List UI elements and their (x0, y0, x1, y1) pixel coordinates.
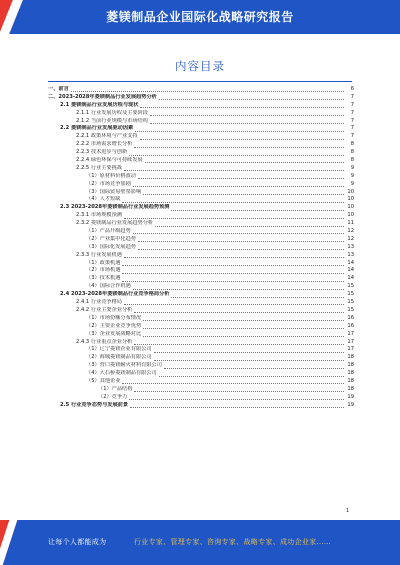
toc-entry-label: 2.1.1 行业发展历程及主要阶段 (48, 110, 149, 118)
toc-entry[interactable] (48, 228, 354, 236)
toc-leader-dots (159, 95, 344, 100)
toc-entry-label: 2.3.1 市场规模预测 (48, 212, 123, 220)
toc-entry-page: 10 (345, 189, 354, 197)
toc-entry[interactable] (48, 275, 354, 283)
toc-entry-page: 18 (345, 370, 354, 378)
toc-leader-dots (129, 395, 344, 400)
toc-entry[interactable] (48, 267, 354, 275)
toc-entry-label: （1）政策机遇 (48, 260, 121, 268)
toc-leader-dots (154, 356, 344, 361)
toc-entry[interactable] (48, 394, 354, 402)
toc-entry[interactable] (48, 181, 354, 189)
toc-entry[interactable] (48, 378, 354, 386)
toc-entry-page: 15 (345, 299, 354, 307)
toc-leader-dots (122, 261, 344, 266)
toc-entry[interactable] (48, 283, 354, 291)
toc-entry[interactable] (48, 236, 354, 244)
toc-entry-label: （1）市场份额分布情况 (48, 315, 142, 323)
toc-entry[interactable] (48, 204, 354, 212)
toc-entry-page: 8 (345, 149, 354, 157)
toc-entry-page: 7 (345, 118, 354, 126)
toc-entry[interactable] (48, 118, 354, 126)
toc-leader-dots (133, 182, 344, 187)
toc-entry-page: 19 (345, 394, 354, 402)
toc-entry-label: 2.4.2 行业主要企业分析 (48, 307, 133, 315)
toc-entry-page: 14 (345, 260, 354, 268)
toc-entry[interactable] (48, 331, 354, 339)
toc-entry-label: 2.2.5 行业主要挑战 (48, 165, 123, 173)
toc-entry-page: 9 (345, 181, 354, 189)
toc-entry[interactable] (48, 354, 354, 362)
toc-entry-label: （3）营口菱镁耐火材料有限公司 (48, 362, 163, 370)
toc-entry-label: 2.4 2023-2028年菱镁制品行业竞争格局分析 (48, 291, 170, 299)
toc-entry-page: 7 (345, 125, 354, 133)
page-number: 1 (346, 508, 350, 514)
toc-entry-page: 8 (345, 141, 354, 149)
toc-entry-label: 2.2.2 市场需求增长分析 (48, 141, 133, 149)
toc-entry-label: （1）产品结构 (48, 386, 133, 394)
toc-leader-dots (135, 127, 344, 132)
toc-entry-label: （4）国际合作机遇 (48, 283, 132, 291)
toc-entry[interactable] (48, 86, 354, 94)
toc-leader-dots (140, 103, 344, 108)
footer-slogan: 让每个人都能成为 (48, 538, 107, 546)
toc-entry-label: （5）其他企业 (48, 378, 121, 386)
table-of-contents (48, 86, 354, 410)
toc-entry[interactable] (48, 299, 354, 307)
toc-entry-page: 17 (345, 346, 354, 354)
toc-leader-dots (133, 229, 344, 234)
toc-entry-label: 2.3.2 菱镁制品行业发展趋势分析 (48, 220, 154, 228)
report-header (0, 0, 400, 34)
toc-entry-label: （3）国际贸易壁垒影响 (48, 189, 142, 197)
toc-entry-page: 12 (345, 236, 354, 244)
toc-leader-dots (124, 300, 344, 305)
toc-entry[interactable] (48, 165, 354, 173)
toc-leader-dots (140, 135, 344, 140)
toc-entry-label: （3）企业发展战略对比 (48, 331, 142, 339)
toc-leader-dots (133, 285, 344, 290)
toc-entry[interactable] (48, 362, 354, 370)
toc-entry-page: 19 (345, 402, 354, 410)
toc-entry-label: 2.2 菱镁制品行业发展驱动因素 (48, 125, 134, 133)
toc-leader-dots (171, 293, 344, 298)
toc-entry-page: 10 (345, 204, 354, 212)
footer-roles: 行业专家、管理专家、咨询专家、战略专家、成功企业家…… (134, 538, 332, 546)
toc-entry-label: 2.4.3 行业重点企业分析 (48, 339, 133, 347)
toc-entry[interactable] (48, 346, 354, 354)
toc-leader-dots (145, 158, 344, 163)
toc-title: 内容目录 (175, 59, 225, 73)
toc-entry-label: 2.5 行业竞争态势与发展前景 (48, 402, 129, 410)
toc-entry[interactable] (48, 94, 354, 102)
toc-leader-dots (134, 143, 344, 148)
toc-entry[interactable] (48, 220, 354, 228)
toc-entry-label: 2.2.1 政策环境与产业支持 (48, 133, 139, 141)
toc-leader-dots (124, 214, 344, 219)
toc-entry-page: 16 (345, 315, 354, 323)
toc-leader-dots (150, 119, 344, 124)
toc-entry-label: （4）人才短缺 (48, 196, 121, 204)
toc-leader-dots (143, 332, 344, 337)
toc-entry-page: 9 (345, 173, 354, 181)
toc-entry-page: 13 (345, 252, 354, 260)
toc-entry-page: 18 (345, 362, 354, 370)
toc-entry-page: 7 (345, 133, 354, 141)
toc-entry-page: 17 (345, 339, 354, 347)
toc-entry[interactable] (48, 149, 354, 157)
toc-divider (48, 81, 352, 82)
toc-entry[interactable] (48, 307, 354, 315)
toc-leader-dots (124, 166, 344, 171)
toc-entry-label: （2）主要企业竞争优势 (48, 323, 142, 331)
toc-entry-page: 9 (345, 165, 354, 173)
toc-leader-dots (71, 87, 344, 92)
toc-entry-label: （4）大石桥菱镁制品有限公司 (48, 370, 158, 378)
toc-entry-page: 7 (345, 94, 354, 102)
report-footer (0, 520, 400, 565)
toc-leader-dots (134, 387, 344, 392)
toc-leader-dots (164, 364, 344, 369)
toc-entry-label: 一、前言 (48, 86, 69, 92)
toc-entry[interactable] (48, 189, 354, 197)
toc-entry-label: 2.4.1 行业竞争格局 (48, 299, 123, 307)
toc-entry[interactable] (48, 244, 354, 252)
toc-leader-dots (171, 206, 344, 211)
toc-entry-page: 14 (345, 267, 354, 275)
toc-entry[interactable] (48, 370, 354, 378)
toc-entry-label: 2.3 2023-2028年菱镁制品行业发展趋势预测 (48, 204, 170, 212)
toc-leader-dots (122, 198, 344, 203)
toc-entry-page: 7 (345, 102, 354, 110)
toc-entry[interactable] (48, 133, 354, 141)
toc-entry[interactable] (48, 141, 354, 149)
toc-leader-dots (134, 308, 344, 313)
toc-entry[interactable] (48, 339, 354, 347)
toc-entry-label: 2.1 菱镁制品行业发展历程与现状 (48, 102, 139, 110)
toc-entry-page: 18 (345, 386, 354, 394)
toc-leader-dots (143, 190, 344, 195)
toc-entry-label: （3）国际化发展趋势 (48, 244, 137, 252)
toc-entry-page: 16 (345, 323, 354, 331)
toc-entry-page: 7 (345, 110, 354, 118)
toc-entry[interactable] (48, 102, 354, 110)
report-title: 菱镁制品企业国际化战略研究报告 (106, 10, 294, 24)
toc-leader-dots (124, 253, 344, 258)
toc-entry[interactable] (48, 260, 354, 268)
toc-entry-page: 15 (345, 283, 354, 291)
toc-entry[interactable] (48, 173, 354, 181)
toc-entry-page: 12 (345, 228, 354, 236)
toc-entry-label: （2）海城菱镁制品有限公司 (48, 354, 153, 362)
toc-entry-page: 13 (345, 244, 354, 252)
toc-entry[interactable] (48, 386, 354, 394)
toc-leader-dots (143, 324, 344, 329)
toc-entry[interactable] (48, 402, 354, 410)
toc-entry-label: （2）市场竞争加剧 (48, 181, 132, 189)
toc-leader-dots (129, 151, 344, 156)
toc-entry-label: 2.3.3 行业发展机遇 (48, 252, 123, 260)
toc-leader-dots (134, 340, 344, 345)
toc-entry-page: 18 (345, 354, 354, 362)
toc-entry-page: 10 (345, 212, 354, 220)
toc-entry[interactable] (48, 110, 354, 118)
toc-entry-page: 8 (345, 157, 354, 165)
toc-entry[interactable] (48, 315, 354, 323)
toc-entry[interactable] (48, 157, 354, 165)
toc-entry-label: （1）原材料价格波动 (48, 173, 137, 181)
toc-leader-dots (138, 174, 344, 179)
toc-entry-label: （2）竞争力 (48, 394, 128, 402)
toc-entry-page: 15 (345, 291, 354, 299)
toc-entry[interactable] (48, 323, 354, 331)
toc-leader-dots (122, 277, 344, 282)
toc-entry[interactable] (48, 196, 354, 204)
toc-leader-dots (122, 379, 344, 384)
toc-entry-label: （1）产品升级趋势 (48, 228, 132, 236)
toc-entry-label: 二、2023-2028年菱镁制品行业发展趋势分析 (48, 93, 157, 100)
toc-entry-page: 10 (345, 196, 354, 204)
toc-entry-label: （3）技术机遇 (48, 275, 121, 283)
toc-entry-page: 15 (345, 307, 354, 315)
toc-entry-label: 2.2.4 绿色环保与可持续发展 (48, 157, 144, 165)
toc-entry-page: 11 (345, 220, 354, 228)
toc-leader-dots (130, 403, 344, 408)
toc-entry-label: （2）产业集中化趋势 (48, 236, 137, 244)
toc-entry-label: 2.1.2 当前行业规模与市场结构 (48, 118, 149, 126)
toc-entry-page: 17 (345, 331, 354, 339)
toc-entry[interactable] (48, 125, 354, 133)
toc-entry[interactable] (48, 291, 354, 299)
toc-entry-page: 6 (345, 86, 354, 94)
toc-leader-dots (138, 237, 344, 242)
toc-leader-dots (122, 269, 344, 274)
toc-entry[interactable] (48, 252, 354, 260)
toc-entry-page: 18 (345, 378, 354, 386)
toc-leader-dots (138, 245, 344, 250)
toc-entry[interactable] (48, 212, 354, 220)
toc-entry-label: （1）辽宁菱镁企业有限公司 (48, 346, 153, 354)
toc-leader-dots (155, 222, 344, 227)
toc-entry-page: 14 (345, 275, 354, 283)
toc-leader-dots (150, 111, 344, 116)
toc-leader-dots (143, 316, 344, 321)
toc-leader-dots (154, 348, 344, 353)
toc-entry-label: （2）市场机遇 (48, 267, 121, 275)
toc-entry-label: 2.2.3 技术进步与创新 (48, 149, 128, 157)
toc-leader-dots (159, 372, 344, 377)
